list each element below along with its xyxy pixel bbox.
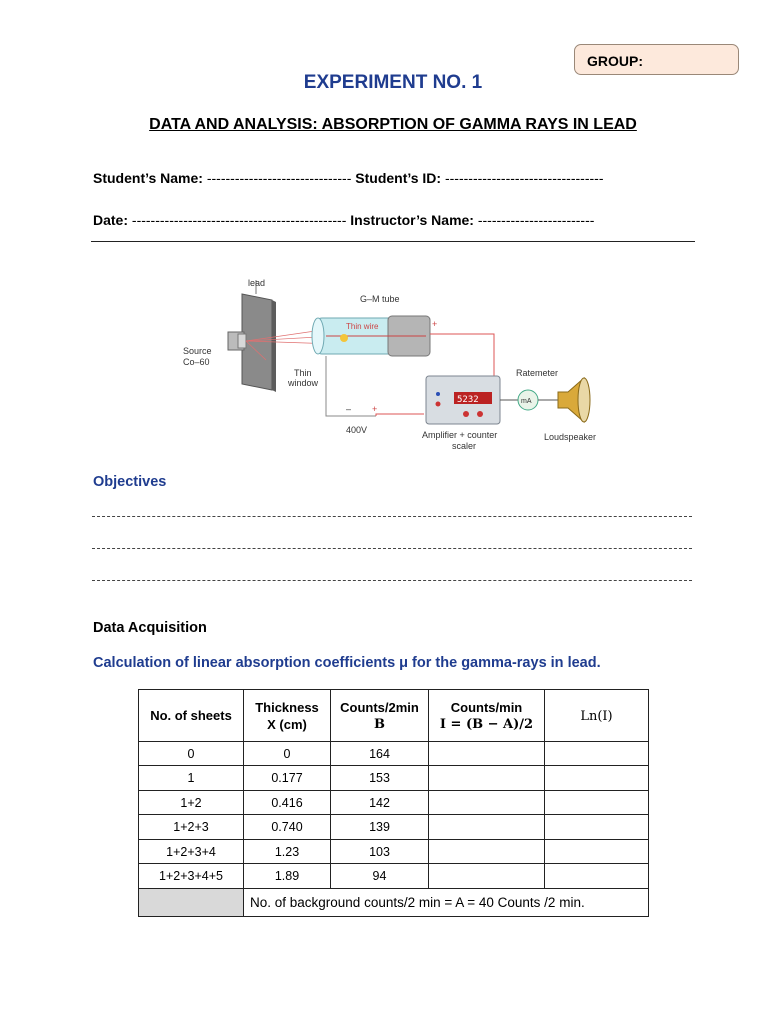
source-tip [238,334,246,348]
thin-wire-label: Thin wire [346,322,379,331]
cell-ln[interactable] [545,742,649,766]
student-name-label: Student’s Name: [93,170,203,186]
header-ln [545,690,649,742]
student-name-blank[interactable]: ------------------------------- [206,170,352,186]
counter-display-value: 5232 [457,395,479,405]
co60-label: Co–60 [183,357,210,367]
instructor-blank[interactable]: ------------------------- [477,212,595,228]
student-id-blank[interactable]: ---------------------------------- [444,170,604,186]
background-row [139,889,649,917]
header-counts2-line1: Counts/2min [340,699,419,715]
cell-counts: 142 [331,791,429,815]
page-title: EXPERIMENT NO. 1 [303,72,483,93]
data-acquisition-heading: Data Acquisition [93,620,207,636]
lead-label: lead [248,278,266,288]
source-label: Source [183,346,212,356]
cell-sheets: 1+2+3+4+5 [139,864,244,889]
date-instructor-row [93,212,594,228]
cell-ln[interactable] [545,864,649,889]
cell-counts: 153 [331,766,429,791]
cell-counts: 103 [331,840,429,864]
loudspeaker-label: Loudspeaker [544,432,597,442]
lead-plate-edge [272,300,276,392]
background-empty-cell [139,889,244,917]
table-row [139,864,649,889]
cell-thickness: 0.740 [244,815,331,840]
hv-plus: + [372,404,378,414]
instructor-label: Instructor’s Name: [350,212,474,228]
group-field[interactable] [574,44,739,75]
ma-label: mA [521,398,532,405]
date-blank[interactable]: ---------------------------------------------- [131,212,347,228]
gm-tube-label: G–M tube [360,294,400,304]
cell-sheets: 1+2 [139,791,244,815]
table-row [139,742,649,766]
objectives-heading: Objectives [93,474,167,490]
ionization-spark [340,334,348,342]
header-thickness-line1: Thickness [255,699,319,715]
page-subtitle: DATA AND ANALYSIS: ABSORPTION OF GAMMA RAYS IN LEAD [149,116,637,133]
amplifier-label: Amplifier + counter [422,430,498,440]
cell-counts-per-min[interactable] [429,791,545,815]
objectives-line-3[interactable] [92,580,692,581]
cell-counts-per-min[interactable] [429,742,545,766]
hv-minus: – [346,404,352,414]
header-counts-line1: Counts/min [450,699,523,715]
cell-counts: 94 [331,864,429,889]
wire-to-counter [430,334,494,382]
table-header-row [139,690,649,742]
table-row [139,840,649,864]
cell-ln[interactable] [545,791,649,815]
calculation-heading: Calculation of linear absorption coefficients μ for the gamma-rays in lead. [93,655,601,671]
header-counts [429,690,545,742]
header-divider [91,241,695,242]
background-note: No. of background counts/2 min = A = 40 Counts /2 min. [244,889,649,917]
counter-knob [463,411,469,417]
counter-knob [477,411,483,417]
student-id-label: Student’s ID: [355,170,442,186]
group-label: GROUP: [587,53,643,69]
cell-thickness: 1.23 [244,840,331,864]
cell-ln[interactable] [545,840,649,864]
header-counts-line2: I = (B − A)/2 [439,716,534,732]
cell-counts-per-min[interactable] [429,815,545,840]
cell-counts-per-min[interactable] [429,766,545,791]
apparatus-diagram [176,272,616,462]
table-row [139,791,649,815]
cell-sheets: 1 [139,766,244,791]
cell-counts: 164 [331,742,429,766]
header-ln-label: Ln(I) [580,708,613,724]
thin-label: Thin [294,368,312,378]
objectives-line-2[interactable] [92,548,692,549]
counter-button [436,402,441,407]
loudspeaker-cone [578,378,590,422]
cell-thickness: 0.177 [244,766,331,791]
cell-thickness: 1.89 [244,864,331,889]
window-label: window [288,378,319,388]
table-row [139,766,649,791]
student-info-row [93,170,603,186]
table-row [139,815,649,840]
header-sheets-label: No. of sheets [150,708,232,723]
header-sheets [139,690,244,742]
wire-hv [376,414,424,416]
voltage-label: 400V [346,425,368,435]
scaler-label: scaler [452,441,477,451]
cell-sheets: 1+2+3+4 [139,840,244,864]
cell-sheets: 0 [139,742,244,766]
header-thickness-line2: X (cm) [267,716,307,732]
cell-counts-per-min[interactable] [429,864,545,889]
data-table [138,689,649,917]
gm-tube-window [312,318,324,354]
header-counts2 [331,690,429,742]
cell-ln[interactable] [545,766,649,791]
header-thickness [244,690,331,742]
cell-counts-per-min[interactable] [429,840,545,864]
header-counts2-line2: B [374,716,385,732]
date-label: Date: [93,212,129,228]
cell-ln[interactable] [545,815,649,840]
ratemeter-label: Ratemeter [516,368,559,378]
tube-plus-label: + [432,319,438,329]
counter-led [436,392,440,396]
cell-sheets: 1+2+3 [139,815,244,840]
objectives-line-1[interactable] [92,516,692,517]
cell-thickness: 0.416 [244,791,331,815]
cell-counts: 139 [331,815,429,840]
cell-thickness: 0 [244,742,331,766]
